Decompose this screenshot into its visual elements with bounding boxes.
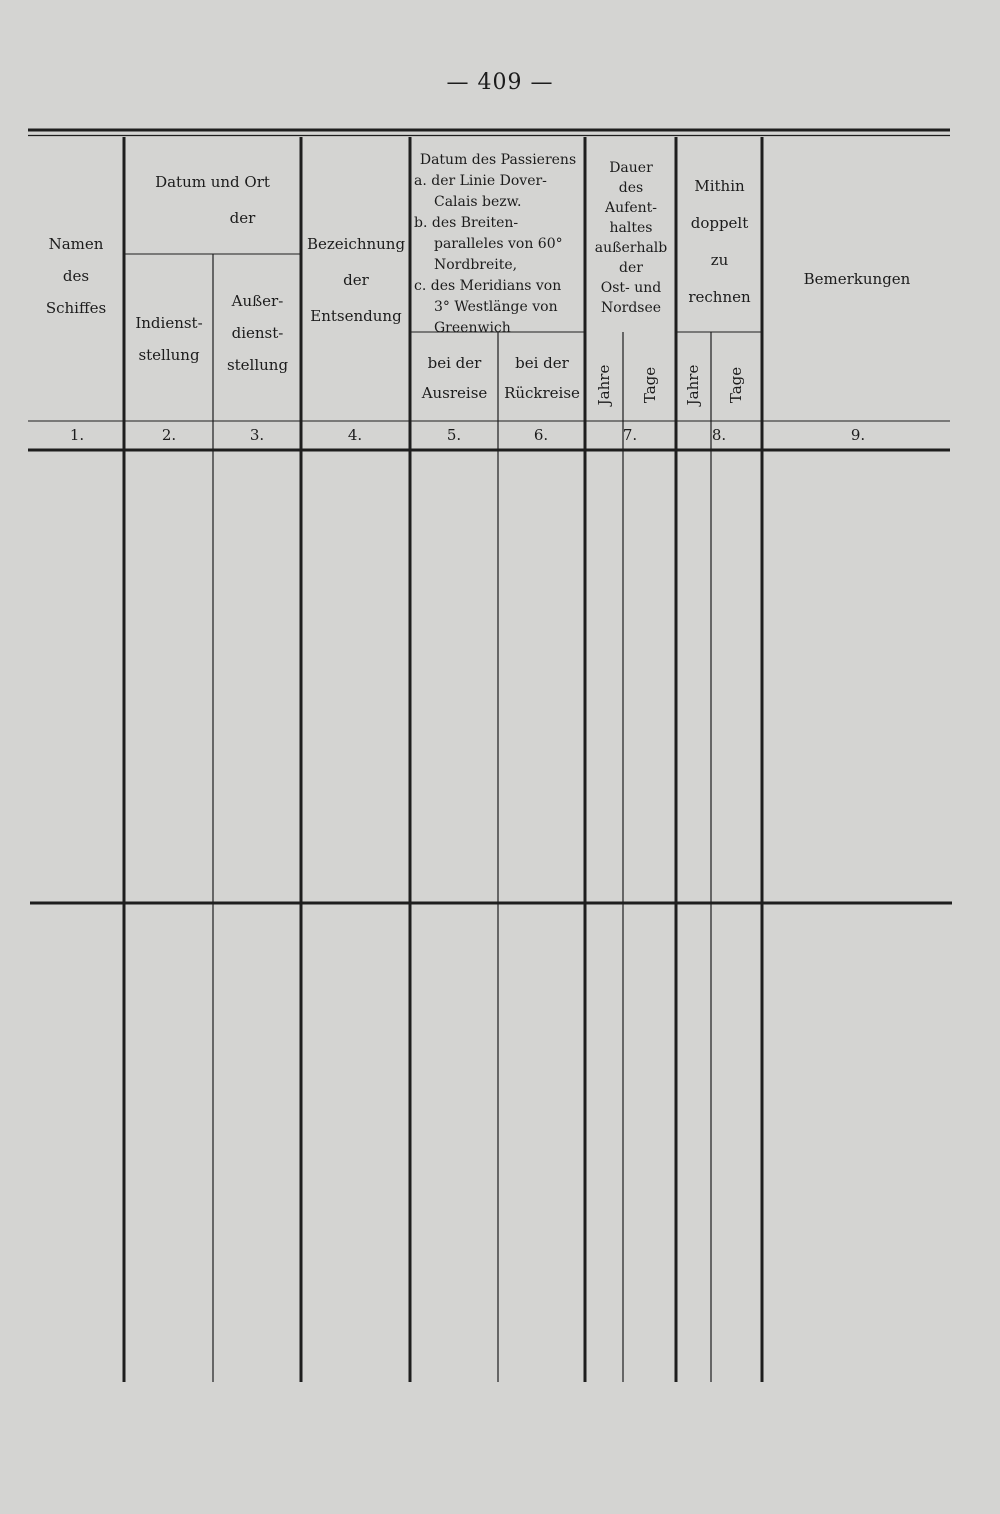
header-bei-der-rueckreise	[500, 348, 584, 408]
header-text: der	[229, 209, 256, 227]
header-text: b. des Breiten-	[414, 215, 519, 231]
header-datum-des-passierens	[414, 150, 582, 339]
header-tage-7: Tage	[641, 366, 659, 404]
header-text: bei der	[427, 354, 482, 372]
column-number-9: 9.	[850, 426, 866, 444]
header-text: Calais bezw.	[434, 194, 522, 210]
header-text: Nordbreite,	[434, 257, 518, 273]
header-text: Nordsee	[600, 300, 662, 316]
header-text: paralleles von 60°	[434, 236, 563, 252]
header-text: stellung	[138, 346, 200, 364]
header-jahre-7: Jahre	[595, 364, 613, 406]
column-number-1: 1.	[69, 426, 85, 444]
header-text: Entsendung	[310, 307, 402, 325]
header-text: dienst-	[231, 324, 284, 342]
header-text: c. des Meridians von	[414, 278, 562, 294]
header-text: des	[62, 267, 90, 285]
header-tage-8: Tage	[727, 366, 745, 404]
header-text: Mithin	[694, 177, 745, 195]
column-number-2: 2.	[161, 426, 177, 444]
header-text: 3° Westlänge von	[434, 299, 558, 315]
header-text: stellung	[226, 356, 289, 374]
header-bei-der-ausreise	[412, 348, 497, 408]
header-text: Bezeichnung	[306, 235, 406, 253]
header-jahre-8: Jahre	[684, 364, 702, 406]
column-number-7: 7.	[622, 426, 638, 444]
header-text: außerhalb	[594, 240, 668, 256]
header-text: Indienst-	[135, 314, 203, 332]
header-text: der	[343, 271, 369, 289]
header-text: der	[619, 260, 643, 276]
column-number-3: 3.	[249, 426, 265, 444]
header-text: doppelt	[690, 214, 749, 232]
header-mithin-doppelt	[678, 168, 761, 316]
column-number-6: 6.	[533, 426, 549, 444]
page-number: — 409 —	[446, 70, 554, 95]
header-bemerkungen	[764, 266, 950, 293]
header-text: Außer-	[231, 292, 284, 310]
column-number-4: 4.	[347, 426, 363, 444]
header-text: Ausreise	[421, 384, 488, 402]
header-text: Ost- und	[600, 280, 662, 296]
column-number-8: 8.	[711, 426, 727, 444]
header-text: Datum und Ort	[155, 173, 270, 191]
header-text: Greenwich	[434, 320, 511, 336]
header-text: haltes	[609, 220, 653, 236]
header-text: a. der Linie Dover-	[414, 173, 547, 189]
column-number-5: 5.	[446, 426, 462, 444]
header-text: Namen	[48, 235, 104, 253]
header-text: des	[618, 180, 644, 196]
header-text: rechnen	[688, 288, 751, 306]
header-ausserdienststellung	[215, 285, 300, 381]
header-text: Schiffes	[45, 299, 107, 317]
header-text: Datum des Passierens	[419, 152, 577, 168]
header-text: Rückreise	[504, 384, 580, 402]
header-indienststellung	[126, 307, 212, 371]
header-datum-und-ort	[126, 164, 299, 236]
header-text: bei der	[515, 354, 569, 372]
header-namen-des-schiffes	[30, 228, 122, 324]
header-bezeichnung-der-entsendung	[303, 226, 409, 334]
header-text: Dauer	[609, 160, 653, 176]
header-text: Aufent-	[605, 200, 657, 216]
header-text: zu	[710, 251, 729, 269]
header-dauer-des-aufenthaltes	[587, 158, 675, 318]
header-text: Bemerkungen	[803, 270, 911, 288]
